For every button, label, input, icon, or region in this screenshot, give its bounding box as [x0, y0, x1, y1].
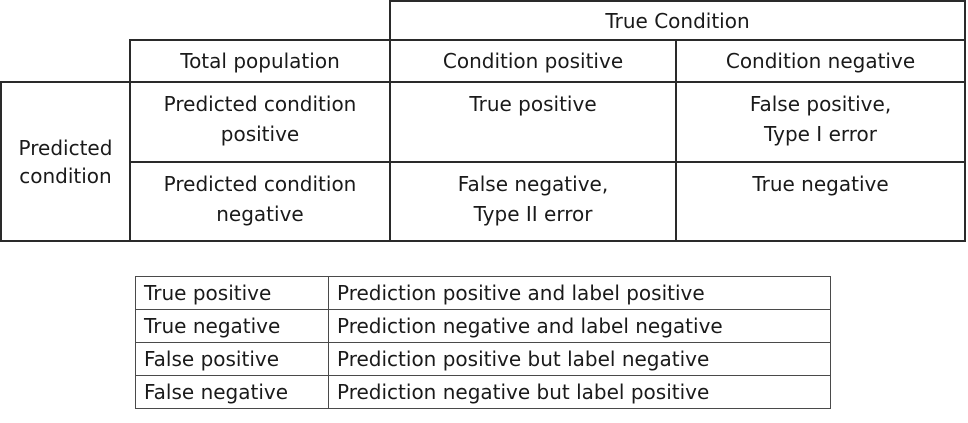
condition-positive-header: Condition positive	[442, 49, 624, 73]
predicted-condition-positive-header: Predicted condition positive	[163, 92, 357, 146]
term-cell: True positive	[136, 277, 329, 310]
total-population-cell: Total population	[180, 49, 340, 73]
description-cell: Prediction negative but label positive	[329, 376, 831, 409]
table-row	[136, 277, 831, 310]
term-cell: True negative	[136, 310, 329, 343]
definitions-table	[135, 276, 831, 409]
table-row	[136, 310, 831, 343]
grid-line	[0, 240, 966, 242]
term-cell: False positive	[136, 343, 329, 376]
term-cell: False negative	[136, 376, 329, 409]
predicted-condition-negative-header: Predicted condition negative	[163, 172, 357, 226]
description-cell: Prediction positive and label positive	[329, 277, 831, 310]
true-condition-header: True Condition	[605, 8, 750, 33]
false-negative-cell: False negative, Type II error	[457, 172, 609, 226]
false-positive-cell: False positive, Type I error	[749, 92, 892, 146]
predicted-condition-header: Predicted condition	[18, 135, 113, 188]
table-row	[136, 376, 831, 409]
description-cell: Prediction negative and label negative	[329, 310, 831, 343]
true-positive-cell: True positive	[469, 92, 597, 116]
condition-negative-header: Condition negative	[725, 49, 916, 73]
description-cell: Prediction positive but label negative	[329, 343, 831, 376]
table-row	[136, 343, 831, 376]
true-negative-cell: True negative	[752, 172, 889, 196]
grid-line	[964, 0, 966, 242]
